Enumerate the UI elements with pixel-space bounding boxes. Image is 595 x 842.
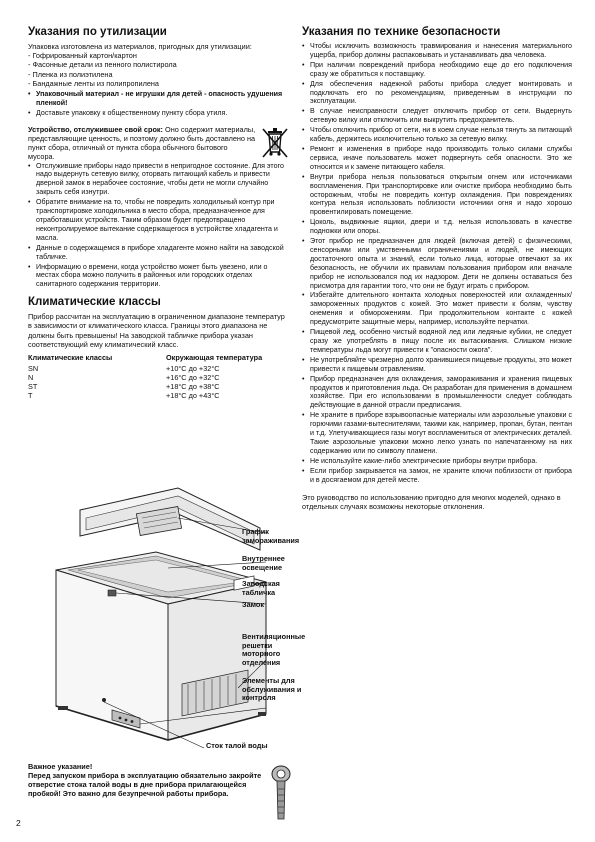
safety-item: • Если прибор закрывается на замок, не храните ключи поблизости от прибора и в досягаемом для детей месте. [302,467,572,485]
disposal-title: Указания по утилизации [28,26,167,38]
safety-list [302,42,572,485]
label-drain: Сток талой воды [206,741,268,750]
device-bullet: • Обратите внимание на то, чтобы не повредить холодильный контур при транспортировке холодильника в место сбора, предназначенное для отработавших устройств. Таким образом будет предотвращено неконтролируемое вытекание содержащегося в устройстве хладагента и масла. [28,198,290,243]
material-item: - Бандажные ленты из полипропилена [28,79,290,88]
packaging-delivery: • Доставьте упаковку к общественному пункту сбора утиля. [28,109,290,118]
manual-footer-note: Это руководство по использованию пригодно для многих моделей, однако в отдельных случаях возможны некоторые отклонения. [302,492,561,511]
safety-title: Указания по технике безопасности [302,26,501,38]
disposal-intro: Упаковка изготовлена из материалов, пригодных для утилизации: [28,42,252,51]
climate-text: Прибор рассчитан на эксплуатацию в ограниченном диапазоне температур в зависимости от климатического класса. Границы этого диапазона не должны быть превышены! На заводской табличке прибора указан соответствующий ему климатический класс. [28,312,285,349]
freezer-illustration [28,470,306,755]
material-item: - Гофрированный картон/картон [28,51,290,60]
climate-temp: +18°C до +43°C [166,391,220,401]
climate-col-class: Климатические классы [28,353,113,363]
climate-class: SN [28,364,39,374]
climate-row [28,373,290,382]
page-number: 2 [16,818,21,828]
climate-row [28,364,290,373]
drain-hole [102,698,106,702]
device-disposal-heading: Устройство, отслужившее свой срок: [28,124,163,134]
climate-temp: +16°C до +32°C [166,373,220,383]
climate-col-temp: Окружающая температура [166,353,263,363]
label-rating-plate: Заводская табличка [242,579,280,597]
materials-list [28,51,290,88]
safety-item: • Не употребляйте чрезмерно долго хранившиеся пищевые продукты, это может привести к пищевым отравлениям. [302,356,572,374]
safety-item: • Чтобы исключить возможность травмирования и нанесения материального ущерба, прибор должны распаковывать и устанавливать два человека. [302,42,572,60]
packaging-warning: • Упаковочный материал - не игрушки для детей - опасность удушения пленкой! [28,90,290,108]
right-column [302,26,572,511]
climate-table-header [28,353,290,362]
label-controls: Элементы для обслуживания и контроля [242,676,302,703]
device-disposal-body: Оно содержит материалы, представляющие ценность, и поэтому должно быть доставлено на пункт сбора, отличный от пункта сбора обычного бытового мусора. [28,124,256,162]
safety-item: • Прибор предназначен для охлаждения, замораживания и хранения пищевых продуктов и приготовления льда. Он разработан для применения в домашнем хозяйстве. При его использовании в промышленности следует соблюдать действующие в данной отрасли предписания. [302,375,572,411]
drain-plug-icon [270,765,292,827]
climate-class: ST [28,382,38,392]
device-disposal-text [28,125,290,162]
climate-table [28,353,290,400]
label-ventilation: Вентиляционные решетки моторного отделения [242,632,306,667]
safety-item: • Чтобы отключить прибор от сети, ни в коем случае нельзя тянуть за питающий кабель, держитесь исключительно только за сетевую вилку. [302,126,572,144]
climate-row [28,382,290,391]
climate-temp: +10°C до +32°C [166,364,220,374]
safety-item: • При наличии повреждений прибора необходимо еще до его подключения сразу же обратиться к поставщику. [302,61,572,79]
safety-item: • Цоколь, выдвижные ящики, двери и т.д. нельзя использовать в качестве подножки или опоры. [302,218,572,236]
device-bullet: • Информацию о времени, когда устройство может быть увезено, или о местах сбора можно получить в районных или городских отделах санитарного содержания территории. [28,263,290,290]
important-text: Перед запуском прибора в эксплуатацию обязательно закройте отверстие стока талой воды в дне прибора прилагающейся пробкой! Это важно для безупречной работы прибора. [28,771,262,798]
safety-item: • Не храните в приборе взрывоопасные материалы или аэрозольные упаковки с горючими газами-вытеснителями, такими как, например, пропан, бутан, пентан и т.д. Улетучивающиеся газы могут воспламениться от электрических деталей. Такие аэрозольные упаковки можно легко узнать по напечатанному на них содержанию или по символу пламени. [302,411,572,456]
device-disposal-bullets [28,162,290,290]
safety-item: • Пищевой лед, особенно чистый водяной лед или ледяные кубики, не следует сразу же употреблять в пищу после их вытаскивания. Слишком низкие температуры льда могут привести к "опасности ожога". [302,328,572,355]
climate-class: T [28,391,33,401]
lock-part [108,590,116,596]
crossed-bin-icon [260,125,290,161]
important-title: Важное указание! [28,762,93,771]
chest-freezer-drawing [28,470,298,755]
device-bullet: • Данные о содержащемся в приборе хладагенте можно найти на заводской табличке. [28,244,290,262]
important-note [28,762,268,798]
material-item: - Пленка из полиэтилена [28,70,290,79]
label-freezing-chart: График замораживания [242,527,300,545]
safety-item: • Этот прибор не предназначен для людей (включая детей) с физическими, сенсорными или умственными ограничениями и людей, не имеющих достаточного опыта и знаний, если только лица, которые отвечают за их безопасность, не обучили их правилам пользования прибором или вначале прибор не использовался под их надзором. Дети не должны оставаться без присмотра для гарантии того, что они не будут играть с прибором. [302,237,572,290]
climate-temp: +18°C до +38°C [166,382,220,392]
packaging-bullets [28,90,290,118]
label-interior-light: Внутреннее освещение [242,554,285,572]
safety-item: • Избегайте длительного контакта холодных поверхностей или охлажденных/замороженных продуктов с кожей. Это может привести к болям, чувству онемения и обморожениям. При продолжительном контакте с кожей предусмотрите защитные меры, например, используйте перчатки. [302,291,572,327]
safety-item: • Не используйте какие-либо электрические приборы внутри прибора. [302,457,572,466]
safety-item: • Для обеспечения надежной работы прибора следует монтировать и подключать его по рекомендациям, приведенным в инструкции по эксплуатации. [302,80,572,107]
climate-row [28,391,290,400]
material-item: - Фасонные детали из пенного полистирола [28,60,290,69]
climate-title: Климатические классы [28,296,161,309]
safety-item: • Внутри прибора нельзя пользоваться открытым огнем или источниками воспламенения. При транспортировке или очистке прибора необходимо быть осторожным, чтобы не повредить контур охлаждения. При повреждениях контура нельзя использовать поблизости источники огня и надо хорошо провентилировать помещение. [302,173,572,218]
safety-item: • Ремонт и изменения в приборе надо производить только силами службы сервиса, иначе пользователь может подвергнуть себя опасности. Это же относится и к замене питающего кабеля. [302,145,572,172]
safety-item: • В случае неисправности следует отключить прибор от сети. Выдернуть сетевую вилку или отключить или выкрутить предохранитель. [302,107,572,125]
climate-class: N [28,373,34,383]
device-bullet: • Отслужившие приборы надо привести в непригодное состояние. Для этого надо выдернуть сетевую вилку, оторвать питающий кабель и привести дверной замок в нерабочее состояние, чтобы дети не могли случайно закрыть себя изнутри. [28,162,290,198]
device-disposal-block [28,125,290,290]
label-lock: Замок [242,600,265,609]
left-column [28,26,290,400]
